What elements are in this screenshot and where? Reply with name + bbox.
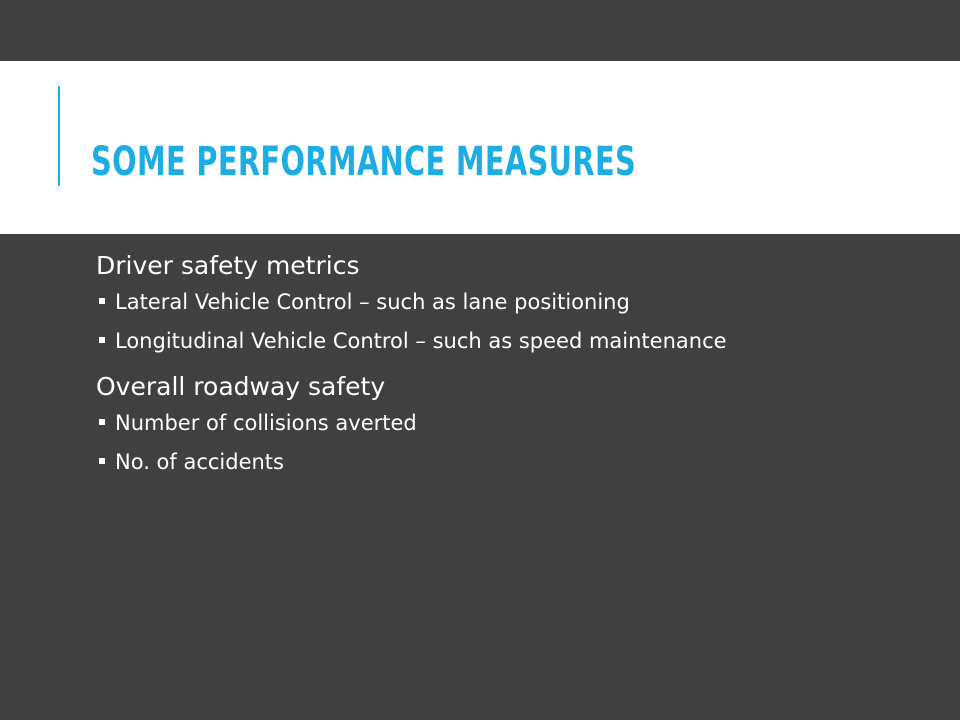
list-item — [96, 289, 896, 316]
slide-title: SOME PERFORMANCE MEASURES — [91, 138, 637, 185]
slide-content — [96, 246, 896, 476]
list-item-text: No. of accidents — [115, 450, 284, 474]
overall-roadway-safety-list — [96, 410, 896, 476]
list-item — [96, 328, 896, 355]
list-item-text: Number of collisions averted — [115, 411, 417, 435]
list-item-text: Lateral Vehicle Control – such as lane positioning — [115, 290, 630, 314]
section-driver-safety-metrics — [96, 246, 896, 355]
section-heading-overall-roadway-safety: Overall roadway safety — [96, 372, 386, 401]
square-bullet-icon — [99, 419, 105, 425]
title-accent-rule — [58, 86, 60, 186]
section-heading-driver-safety-metrics: Driver safety metrics — [96, 251, 360, 280]
square-bullet-icon — [99, 298, 105, 304]
driver-safety-metrics-list — [96, 289, 896, 355]
square-bullet-icon — [99, 458, 105, 464]
list-item — [96, 449, 896, 476]
section-overall-roadway-safety — [96, 367, 896, 476]
square-bullet-icon — [99, 337, 105, 343]
list-item-text: Longitudinal Vehicle Control – such as speed maintenance — [115, 329, 727, 353]
list-item — [96, 410, 896, 437]
